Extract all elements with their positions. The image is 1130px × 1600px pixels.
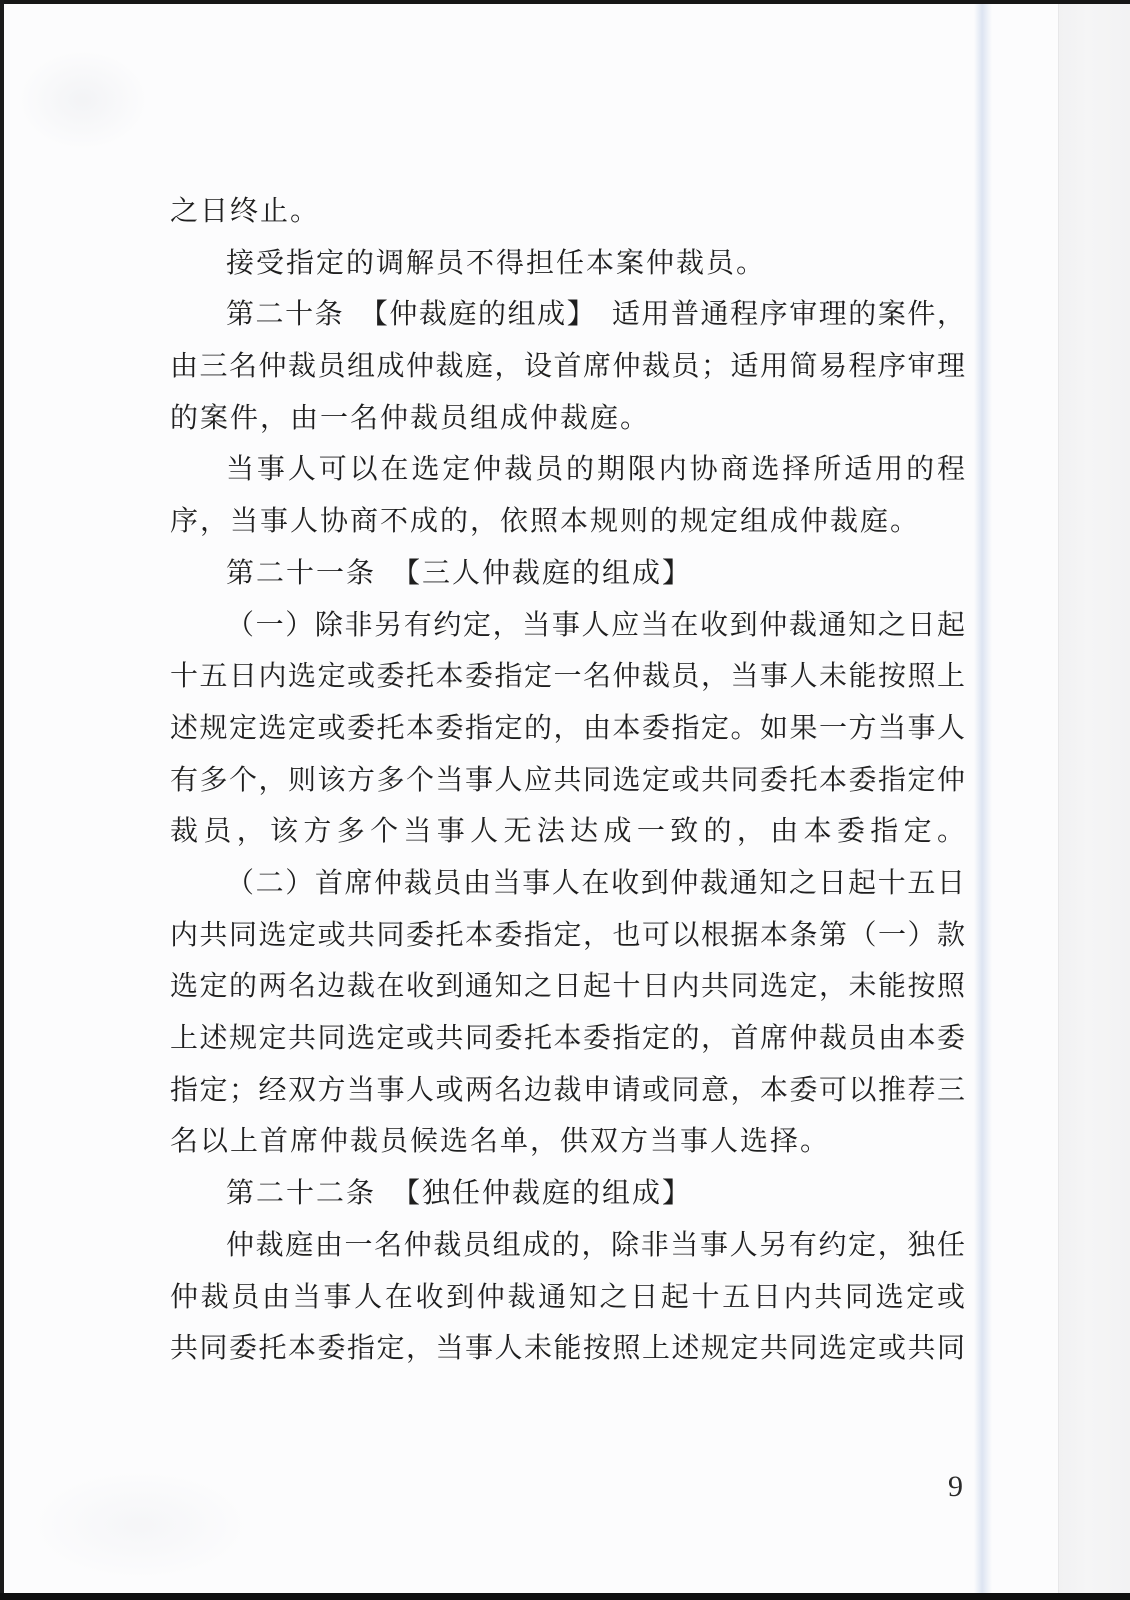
text-line: 共同委托本委指定，当事人未能按照上述规定共同选定或共同 (170, 1333, 965, 1365)
text-line: （二）首席仲裁员由当事人在收到仲裁通知之日起十五日 (226, 868, 965, 900)
text-line: 由三名仲裁员组成仲裁庭，设首席仲裁员；适用简易程序审理 (170, 351, 965, 383)
document-text-block (170, 186, 965, 1375)
text-line: 上述规定共同选定或共同委托本委指定的，首席仲裁员由本委 (170, 1023, 965, 1055)
text-line: 有多个，则该方多个当事人应共同选定或共同委托本委指定仲 (170, 764, 965, 796)
text-line: 指定；经双方当事人或两名边裁申请或同意，本委可以推荐三 (170, 1074, 965, 1106)
text-line: （一）除非另有约定，当事人应当在收到仲裁通知之日起 (226, 609, 965, 641)
page-number: 9 (948, 1470, 963, 1503)
text-line: 序，当事人协商不成的，依照本规则的规定组成仲裁庭。 (170, 506, 921, 538)
scan-edge-left (0, 0, 4, 1600)
text-line: 内共同选定或共同委托本委指定，也可以根据本条第（一）款 (170, 919, 965, 951)
text-line: 裁员，该方多个当事人无法达成一致的，由本委指定。 (170, 816, 965, 848)
text-line: 名以上首席仲裁员候选名单，供双方当事人选择。 (170, 1126, 831, 1158)
text-line: 的案件，由一名仲裁员组成仲裁庭。 (170, 402, 651, 434)
scan-edge-top (0, 0, 1130, 4)
text-line-article-21-heading: 第二十一条 【三人仲裁庭的组成】 (226, 557, 693, 589)
scan-smudge (30, 1470, 250, 1580)
text-line: 述规定选定或委托本委指定的，由本委指定。如果一方当事人 (170, 712, 965, 744)
text-line: 仲裁庭由一名仲裁员组成的，除非当事人另有约定，独任 (226, 1229, 965, 1261)
text-line: 当事人可以在选定仲裁员的期限内协商选择所适用的程 (226, 454, 965, 486)
text-line-article-20-heading: 第二十条 【仲裁庭的组成】 适用普通程序审理的案件， (226, 299, 965, 331)
scan-edge-bottom (0, 1593, 1130, 1600)
text-line: 仲裁员由当事人在收到仲裁通知之日起十五日内共同选定或 (170, 1281, 965, 1313)
text-line: 选定的两名边裁在收到通知之日起十日内共同选定，未能按照 (170, 971, 965, 1003)
text-line: 接受指定的调解员不得担任本案仲裁员。 (226, 247, 767, 279)
text-line: 十五日内选定或委托本委指定一名仲裁员，当事人未能按照上 (170, 661, 965, 693)
scanner-streak-artifact (974, 0, 992, 1600)
text-line: 之日终止。 (170, 196, 321, 227)
scan-smudge (18, 50, 148, 150)
text-line-article-22-heading: 第二十二条 【独任仲裁庭的组成】 (226, 1178, 693, 1210)
scan-right-band (1058, 0, 1130, 1600)
